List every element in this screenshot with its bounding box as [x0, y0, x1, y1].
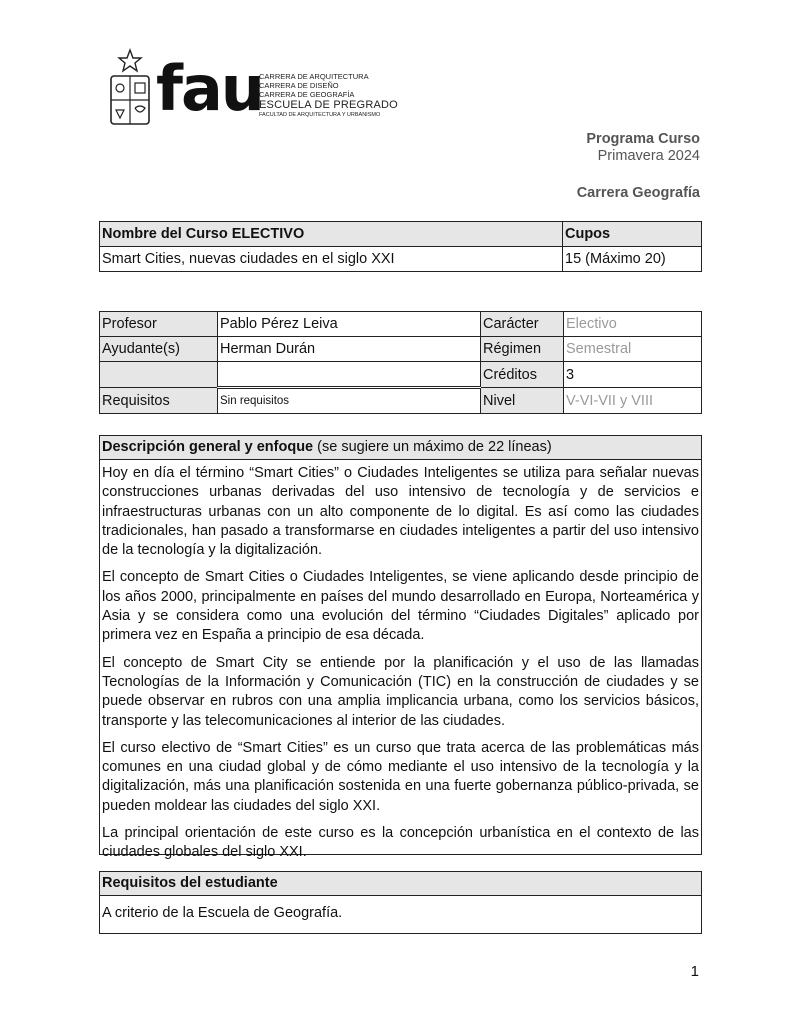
cupos-header: Cupos	[563, 222, 702, 247]
course-table	[99, 221, 702, 272]
term: Primavera 2024	[597, 148, 700, 164]
ayudante-label: Ayudante(s)	[100, 337, 218, 362]
course-name: Smart Cities, nuevas ciudades en el siglo XXI	[100, 247, 563, 272]
course-name-header: Nombre del Curso ELECTIVO	[100, 222, 563, 247]
empty-value-cell	[218, 362, 481, 388]
nivel-value: V-VI-VII y VIII	[564, 388, 702, 414]
school-lines	[259, 72, 459, 119]
description-paragraph: El concepto de Smart City se entiende por la planificación y el uso de las llamadas Tecnologías de la Información y Comunicación (TIC) en la construcción de ciudades y se puede observar en rubros con una amplia implicancia urbana, como los servicios básicos, transporte y las telecomunicaciones al interior de las ciudades.	[102, 654, 699, 729]
profesor-value: Pablo Pérez Leiva	[218, 312, 481, 337]
description-paragraph: La principal orientación de este curso es la concepción urbanística en el contexto de las ciudades globales del siglo XXI.	[102, 825, 699, 861]
description-header	[100, 436, 701, 460]
caracter-label: Carácter	[481, 312, 564, 337]
faculty-name: FACULTAD DE ARQUITECTURA Y URBANISMO	[259, 112, 381, 118]
profesor-label: Profesor	[100, 312, 218, 337]
description-hint: (se sugiere un máximo de 22 líneas)	[317, 439, 552, 455]
career: Carrera Geografía	[576, 185, 700, 201]
description-paragraph: El concepto de Smart Cities o Ciudades Inteligentes, se viene aplicando desde principio de los años 2000, principalmente en países del mundo desarrollado en Europa, Norteamérica y Asia y se considera como una evolución del término “Ciudades Digitales” aplicado por primera vez en España a principio de esa década.	[102, 569, 699, 644]
student-requirements-section	[99, 871, 702, 934]
description-paragraph: Hoy en día el término “Smart Cities” o Ciudades Inteligentes se utiliza para señalar nuevas construcciones urbanas derivadas del uso intensivo de tecnología y de servicios e infraestructuras urbanas con un alto componente de lo digital. Es así como las ciudades tradicionales, han pasado a transformarse en ciudades inteligentes a partir del uso intensivo de la tecnología y la digitalización.	[102, 465, 699, 559]
regimen-value: Semestral	[564, 337, 702, 362]
description-body	[100, 460, 701, 873]
requisitos-label: Requisitos	[100, 388, 218, 414]
creditos-label: Créditos	[481, 362, 564, 388]
school-main: ESCUELA DE PREGRADO	[259, 99, 398, 111]
description-paragraph: El curso electivo de “Smart Cities” es un curso que trata acerca de las problemáticas más comunes en una ciudad global y de cómo mediante el uso intensivo de la tecnología y la digitalización, más una planificación sostenida en una fuerte gobernanza público-privada, se pueden moldear las ciudades del siglo XXI.	[102, 739, 699, 814]
description-section	[99, 435, 702, 861]
fau-logo-text: fau	[156, 52, 263, 125]
description-title: Descripción general y enfoque	[102, 439, 314, 455]
regimen-label: Régimen	[481, 337, 564, 362]
student-requirements-text: A criterio de la Escuela de Geografía.	[102, 905, 343, 921]
empty-label-cell	[100, 362, 218, 388]
student-requirements-title: Requisitos del estudiante	[100, 872, 701, 896]
cupos-value: 15 (Máximo 20)	[563, 247, 702, 272]
nivel-label: Nivel	[481, 388, 564, 414]
program-title: Programa Curso	[586, 131, 700, 147]
school-line: CARRERA DE GEOGRAFÍA	[259, 90, 355, 99]
caracter-value: Electivo	[564, 312, 702, 337]
requisitos-value: Sin requisitos	[218, 388, 481, 414]
school-line: CARRERA DE DISEÑO	[259, 81, 339, 90]
info-table	[99, 311, 702, 414]
school-line: CARRERA DE ARQUITECTURA	[259, 72, 369, 81]
page-number: 1	[690, 963, 699, 980]
creditos-value: 3	[564, 362, 702, 388]
university-crest-logo	[108, 48, 152, 128]
ayudante-value: Herman Durán	[218, 337, 481, 362]
